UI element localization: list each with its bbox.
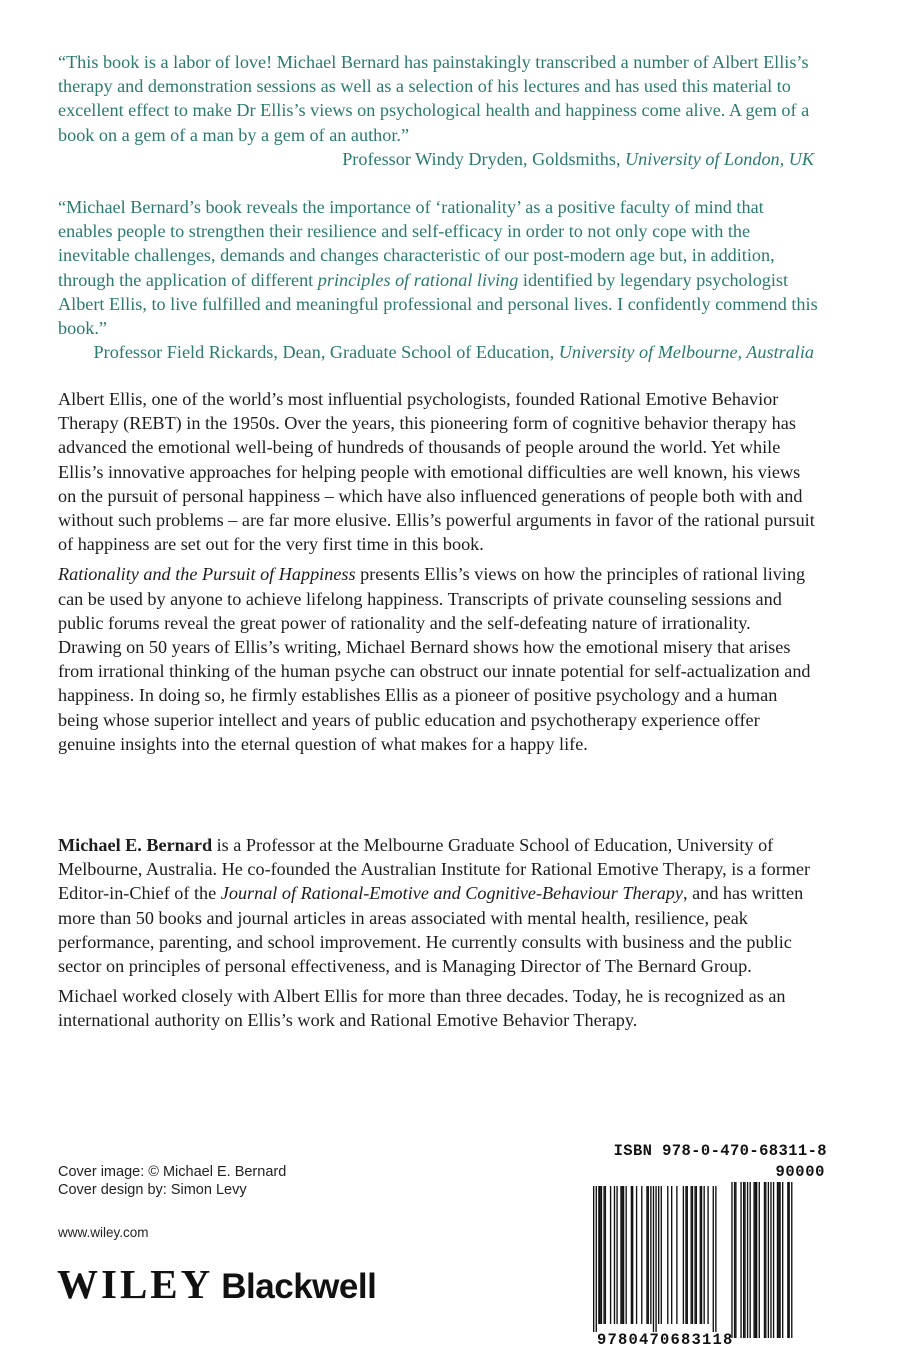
cover-image-credit: Cover image: © Michael E. Bernard bbox=[58, 1164, 287, 1180]
barcode-bar bbox=[636, 1186, 637, 1324]
barcode-bar bbox=[596, 1186, 597, 1332]
blackwell-wordmark: Blackwell bbox=[221, 1267, 377, 1306]
quote-2-attribution: Professor Field Rickards, Dean, Graduate School of Education, University of Melbourne, Australia bbox=[93, 342, 814, 363]
addon-bar bbox=[735, 1182, 736, 1338]
quote-1-attribution: Professor Windy Dryden, Goldsmiths, University of London, UK bbox=[342, 148, 814, 169]
barcode-bar bbox=[632, 1186, 633, 1324]
addon-bar bbox=[731, 1182, 732, 1338]
ean-digits: 9780470683118 bbox=[597, 1331, 734, 1348]
barcode-bar bbox=[603, 1186, 604, 1324]
barcode-bar bbox=[620, 1186, 621, 1324]
price-code: 90000 bbox=[775, 1163, 825, 1181]
addon-bar bbox=[755, 1182, 756, 1338]
endorsement-quote-1 bbox=[58, 50, 818, 171]
cover-credits bbox=[58, 1163, 286, 1199]
author-bio-paragraph-1: Michael E. Bernard is a Professor at the Melbourne Graduate School of Education, University of Melbourne, Australia. He co-founded the Australian Institute for Rational Emotive Therapy, is a former Editor-in-Chief of the Journal of Rational-Emotive and Cognitive-Behaviour Therapy, and has written more than 50 books and journal articles in areas associated with mental health, resilience, peak performance, parenting, and school improvement. He currently consults with business and the public sector on principles of personal effectiveness, and is Managing Director of The Bernard Group. bbox=[58, 835, 811, 977]
author-name: Michael E. Bernard bbox=[58, 835, 213, 855]
addon-bar bbox=[747, 1182, 748, 1338]
addon-bar bbox=[765, 1182, 766, 1338]
addon-bar bbox=[743, 1182, 744, 1338]
addon-barcode-bars bbox=[731, 1182, 792, 1338]
addon-bar bbox=[770, 1182, 771, 1338]
barcode-bar bbox=[600, 1186, 601, 1324]
isbn-barcode bbox=[591, 1162, 831, 1348]
barcode-bar bbox=[658, 1186, 659, 1324]
barcode-bar bbox=[641, 1186, 642, 1324]
author-bio bbox=[58, 833, 818, 1039]
quote-2-text: “Michael Bernard’s book reveals the importance of ‘rationality’ as a positive faculty of mind that enables people to strengthen their resilience and self-efficacy in order to not only cope with the inevitable challenges, demands and changes characteristic of our post-modern age but, in addition, through the application of different principles of rational living identified by legendary psychologist Albert Ellis, to live fulfilled and meaningful professional and personal lives. I confidently commend this book.” bbox=[58, 197, 818, 339]
ean-barcode-bars bbox=[593, 1186, 717, 1332]
description-paragraph-2: Rationality and the Pursuit of Happiness presents Ellis’s views on how the principles of rational living can be used by anyone to achieve lifelong happiness. Transcripts of private counseling sessions and public forums reveal the great power of rationality and the self-defeating nature of irrationality. Drawing on 50 years of Ellis’s writing, Michael Bernard shows how the emotional misery that arises from irrational thinking of the human psyche can obstruct our innate potential for self-actualization and happiness. In doing so, he firmly establishes Ellis as a pioneer of positive psychology and a human being whose superior intellect and years of public education and psychotherapy experience offer genuine insights into the eternal question of what makes for a happy life. bbox=[58, 564, 811, 754]
barcode-bar bbox=[683, 1186, 684, 1324]
addon-bar bbox=[734, 1182, 735, 1338]
barcode-bar bbox=[610, 1186, 611, 1324]
addon-bar bbox=[764, 1182, 765, 1338]
barcode-bar bbox=[626, 1186, 627, 1324]
barcode-bar bbox=[694, 1186, 695, 1324]
barcode-bar bbox=[601, 1186, 602, 1324]
barcode-bar bbox=[655, 1186, 656, 1332]
barcode-bar bbox=[646, 1186, 647, 1324]
quote-1-text: “This book is a labor of love! Michael Bernard has painstakingly transcribed a number of Albert Ellis’s therapy and demonstration sessions as well as a selection of his lectures and has used this material to excellent effect to make Dr Ellis’s views on psychological health and happiness come alive. A gem of a book on a gem of a man by a gem of an author.” bbox=[58, 52, 810, 145]
author-bio-paragraph-2: Michael worked closely with Albert Ellis for more than three decades. Today, he is recognized as an international authority on Ellis’s work and Rational Emotive Behavior Therapy. bbox=[58, 986, 786, 1031]
barcode-bar bbox=[687, 1186, 688, 1324]
barcode-bar bbox=[667, 1186, 668, 1324]
barcode-bar bbox=[653, 1186, 654, 1332]
description-paragraph-1: Albert Ellis, one of the world’s most influential psychologists, founded Rational Emotive Behavior Therapy (REBT) in the 1950s. Over the years, this pioneering form of cognitive behavior therapy has advanced the emotional well-being of hundreds of thousands of people around the world. Yet while Ellis’s innovative approaches for helping people with emotional difficulties are well known, his views on the pursuit of personal happiness – which have also influenced generations of people both with and without such problems – are far more elusive. Ellis’s powerful arguments in favor of the rational pursuit of happiness are set out for the very first time in this book. bbox=[58, 389, 815, 555]
barcode-bar bbox=[623, 1186, 624, 1324]
journal-title: Journal of Rational-Emotive and Cognitive-Behaviour Therapy bbox=[220, 883, 683, 904]
addon-bar bbox=[791, 1182, 792, 1338]
barcode-bar bbox=[700, 1186, 701, 1324]
barcode-bar bbox=[691, 1186, 692, 1324]
barcode-bar bbox=[692, 1186, 693, 1324]
barcode-bar bbox=[650, 1186, 651, 1324]
addon-bar bbox=[773, 1182, 774, 1338]
addon-bar bbox=[778, 1182, 779, 1338]
addon-bar bbox=[750, 1182, 751, 1338]
barcode-bar bbox=[704, 1186, 705, 1324]
wiley-wordmark: WILEY bbox=[57, 1261, 214, 1307]
addon-bar bbox=[756, 1182, 757, 1338]
addon-bar bbox=[759, 1182, 760, 1338]
barcode-bar bbox=[616, 1186, 617, 1324]
barcode-bar bbox=[661, 1186, 662, 1324]
barcode-bar bbox=[701, 1186, 702, 1324]
book-title: Rationality and the Pursuit of Happiness bbox=[58, 564, 356, 585]
barcode-bar bbox=[707, 1186, 708, 1324]
publisher-website: www.wiley.com bbox=[58, 1225, 149, 1240]
wiley-blackwell-logo bbox=[57, 1262, 376, 1307]
addon-bar bbox=[782, 1182, 783, 1338]
barcode-bar bbox=[715, 1186, 716, 1332]
barcode-bar bbox=[713, 1186, 714, 1332]
barcode-bar bbox=[676, 1186, 677, 1324]
addon-bar bbox=[744, 1182, 745, 1338]
addon-bar bbox=[753, 1182, 754, 1338]
isbn-label: ISBN 978-0-470-68311-8 bbox=[613, 1142, 827, 1160]
barcode-bar bbox=[648, 1186, 649, 1324]
barcode-bar bbox=[696, 1186, 697, 1324]
barcode-bar bbox=[605, 1186, 606, 1324]
book-description bbox=[58, 387, 818, 762]
barcode-bar bbox=[622, 1186, 623, 1324]
addon-bar bbox=[768, 1182, 769, 1338]
barcode-bar bbox=[685, 1186, 686, 1324]
barcode-bar bbox=[671, 1186, 672, 1324]
barcode-bar bbox=[593, 1186, 594, 1332]
addon-bar bbox=[787, 1182, 788, 1338]
addon-bar bbox=[740, 1182, 741, 1338]
addon-bar bbox=[777, 1182, 778, 1338]
barcode-bar bbox=[631, 1186, 632, 1324]
addon-bar bbox=[779, 1182, 780, 1338]
endorsement-quote-2 bbox=[58, 195, 818, 364]
cover-design-credit: Cover design by: Simon Levy bbox=[58, 1182, 247, 1198]
barcode-bar bbox=[614, 1186, 615, 1324]
barcode-bar bbox=[598, 1186, 599, 1324]
addon-bar bbox=[789, 1182, 790, 1338]
